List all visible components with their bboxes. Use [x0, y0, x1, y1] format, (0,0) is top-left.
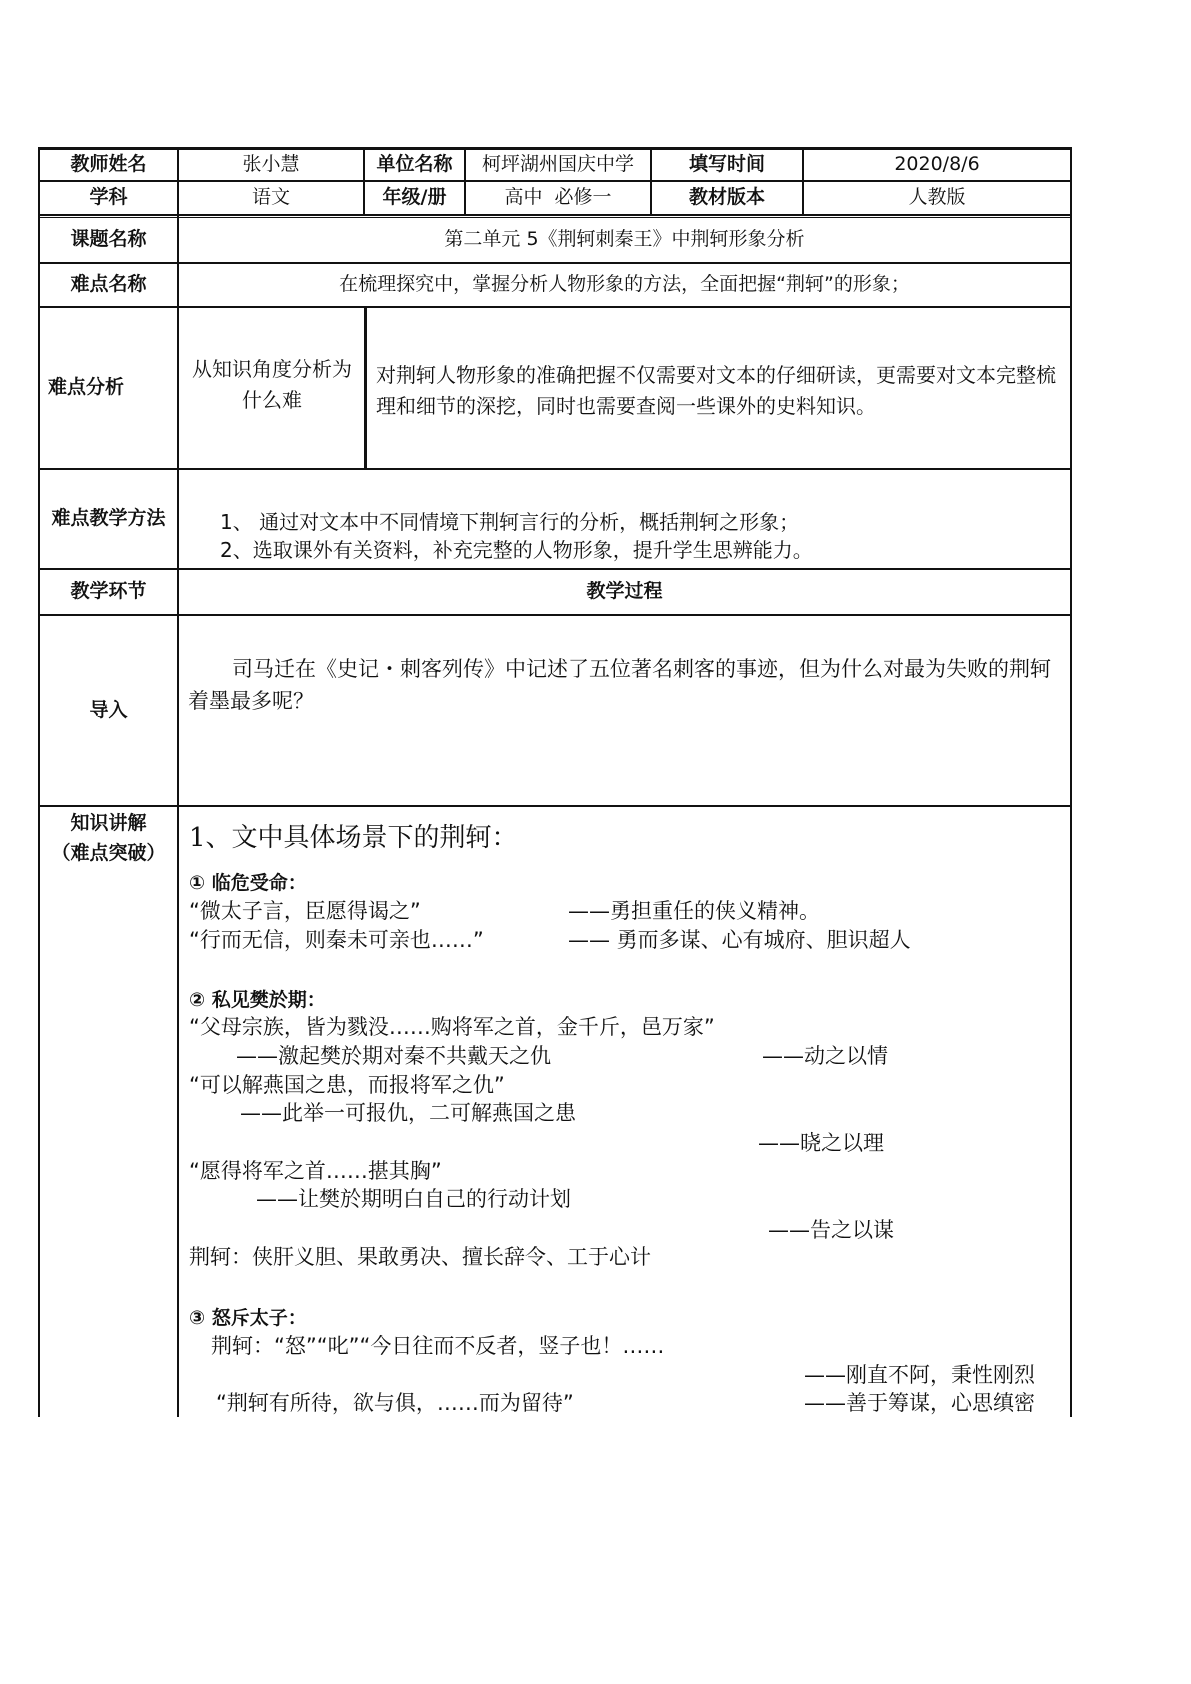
unit-label: 单位名称: [376, 153, 453, 176]
summary: 荆轲：侠肝义胆、果敢勇决、擅长辞令、工于心计: [189, 1245, 651, 1269]
quote: “愿得将军之首……揕其胸”: [189, 1159, 442, 1183]
comment: ——动之以情: [762, 1044, 888, 1068]
subject-value: 语文: [251, 186, 290, 209]
note: ——激起樊於期对秦不共戴天之仇: [236, 1044, 551, 1068]
methods-item-1: 1、 通过对文本中不同情境下荆轲言行的分析，概括荆轲之形象；: [220, 510, 800, 534]
comment: —— 勇而多谋、心有城府、胆识超人: [568, 928, 911, 952]
quote: “微太子言，臣愿得谒之”: [189, 899, 421, 923]
methods-item-2: 2、选取课外有关资料，补充完整的人物形象，提升学生思辨能力。: [220, 538, 813, 562]
subject-label: 学科: [89, 186, 128, 209]
note: ——此举一可报仇，二可解燕国之患: [240, 1101, 576, 1125]
edition-value: 人教版: [908, 186, 966, 209]
quote: “荆轲有所待，欲与俱，……而为留待”: [216, 1391, 574, 1415]
analysis-label: 难点分析: [48, 376, 125, 399]
knowledge-label-2: （难点突破）: [51, 842, 166, 865]
edition-label: 教材版本: [688, 186, 765, 209]
section-2-heading: ② 私见樊於期：: [189, 989, 326, 1011]
stage-value: 教学过程: [586, 580, 663, 603]
analysis-text: 对荆轲人物形象的准确把握不仅需要对文本的仔细研读，更需要对文本完整梳理和细节的深挖，同时也需要查阅一些课外的史料知识。: [376, 363, 1056, 418]
table-rule: [1070, 147, 1072, 1417]
teacher-value: 张小慧: [242, 153, 300, 176]
table-rule: [38, 214, 1072, 216]
section-1-heading: ① 临危受命：: [189, 872, 307, 894]
quote: “可以解燕国之患，而报将军之仇”: [189, 1073, 505, 1097]
comment: ——告之以谋: [768, 1218, 894, 1242]
stage-label: 教学环节: [70, 580, 147, 603]
grade-label: 年级/册: [382, 186, 447, 209]
quote: 荆轲：“怒”“叱”“今日往而不反者，竖子也！……: [211, 1334, 665, 1358]
table-rule: [364, 306, 367, 469]
difficulty-value: 在梳理探究中，掌握分析人物形象的方法，全面把握“荆轲”的形象；: [339, 273, 910, 296]
table-rule: [38, 614, 1072, 616]
intro-label: 导入: [89, 698, 128, 721]
unit-value: 柯坪湖州国庆中学: [481, 153, 634, 176]
table-rule: [177, 147, 179, 1417]
table-rule: [38, 805, 1072, 807]
methods-label: 难点教学方法: [51, 507, 166, 530]
date-label: 填写时间: [688, 153, 765, 176]
teacher-label: 教师姓名: [70, 153, 147, 176]
analysis-angle: 从知识角度分析为什么难: [192, 357, 352, 412]
topic-label: 课题名称: [70, 228, 147, 251]
comment: ——刚直不阿，秉性刚烈: [804, 1363, 1035, 1387]
comment: ——善于筹谋，心思缜密: [804, 1391, 1035, 1415]
knowledge-label-1: 知识讲解: [70, 812, 147, 835]
quote: “行而无信，则秦未可亲也……”: [189, 928, 484, 952]
quote: “父母宗族，皆为戮没……购将军之首，金千斤，邑万家”: [189, 1015, 715, 1039]
comment: ——勇担重任的侠义精神。: [568, 899, 820, 923]
difficulty-label: 难点名称: [70, 273, 147, 296]
table-rule: [38, 306, 1072, 308]
grade-value: 高中 必修一: [504, 186, 612, 209]
section-3-heading: ③ 怒斥太子：: [189, 1307, 307, 1329]
intro-text: 司马迁在《史记・刺客列传》中记述了五位著名刺客的事迹，但为什么对最为失败的荆轲着墨最多呢？: [188, 657, 1051, 713]
note: ——让樊於期明白自己的行动计划: [256, 1187, 571, 1211]
date-value: 2020/8/6: [894, 153, 980, 176]
table-rule: [38, 468, 1072, 470]
comment: ——晓之以理: [758, 1131, 884, 1155]
knowledge-title: 1、文中具体场景下的荆轲：: [189, 823, 518, 853]
topic-value: 第二单元 5《荆轲刺秦王》中荆轲形象分析: [444, 228, 805, 251]
